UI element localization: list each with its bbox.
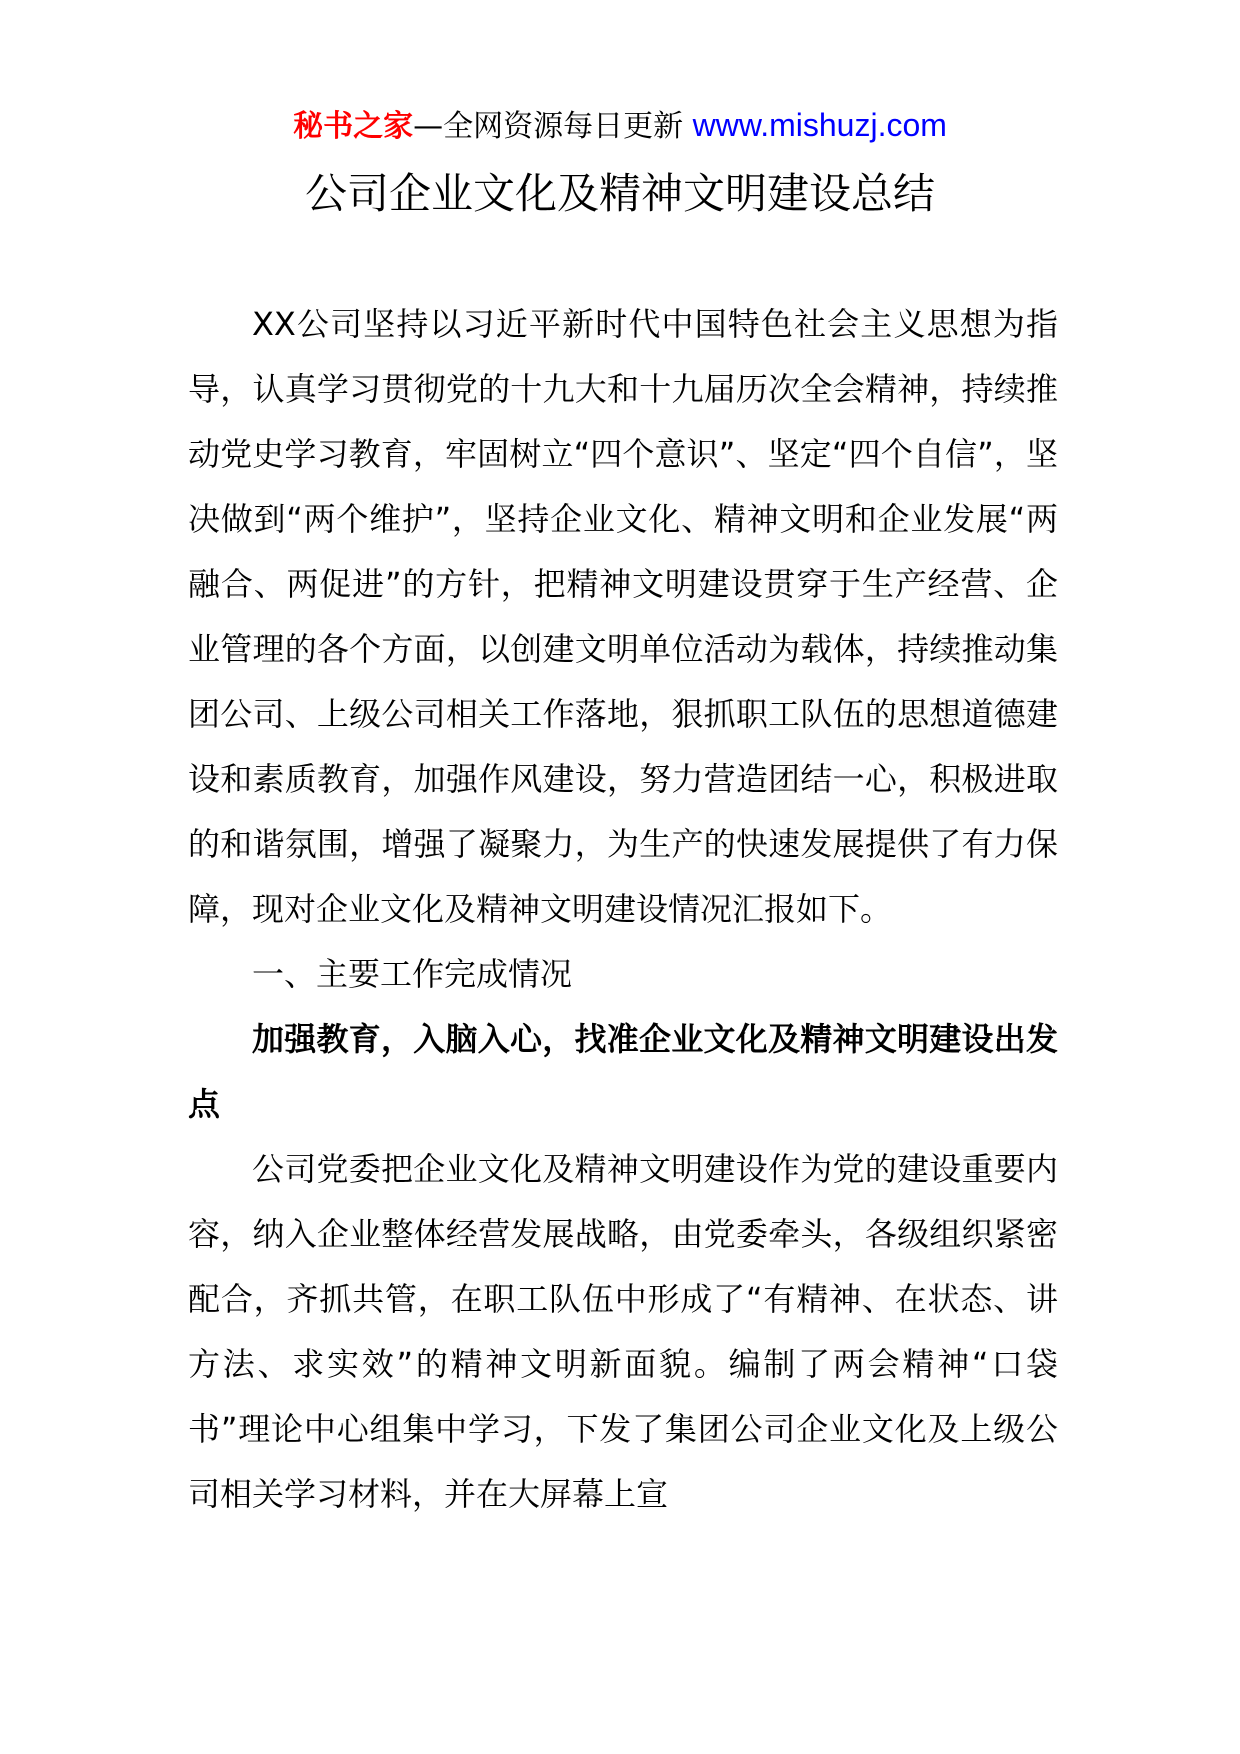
subsection-heading: 加强教育，入脑入心，找准企业文化及精神文明建设出发点 [188,1020,1058,1123]
site-url-link[interactable]: www.mishuzj.com [692,107,947,143]
intro-paragraph: XX公司坚持以习近平新时代中国特色社会主义思想为指导，认真学习贯彻党的十九大和十九届历次全会精神，持续推动党史学习教育，牢固树立“四个意识”、坚定“四个自信”，坚决做到“两个维护”，坚持企业文化、精神文明和企业发展“两融合、两促进”的方针，把精神文明建设贯穿于生产经营、企业管理的各个方面，以创建文明单位活动为载体，持续推动集团公司、上级公司相关工作落地，狠抓职工队伍的思想道德建设和素质教育，加强作风建设，努力营造团结一心，积极进取的和谐氛围，增强了凝聚力，为生产的快速发展提供了有力保障，现对企业文化及精神文明建设情况汇报如下。 [188,305,1058,928]
document-body [188,292,1058,1527]
body-paragraph: 公司党委把企业文化及精神文明建设作为党的建设重要内容，纳入企业整体经营发展战略，由党委牵头，各级组织紧密配合，齐抓共管，在职工队伍中形成了“有精神、在状态、讲方法、求实效”的精神文明新面貌。编制了两会精神“口袋书”理论中心组集中学习，下发了集团公司企业文化及上级公司相关学习材料，并在大屏幕上宣 [188,1150,1058,1513]
watermark-header [0,100,1240,152]
section-heading: 一、主要工作完成情况 [252,955,573,993]
header-slogan: —全网资源每日更新 [413,109,693,144]
document-title: 公司企业文化及精神文明建设总结 [304,169,935,218]
brand-name: 秘书之家 [293,109,414,144]
